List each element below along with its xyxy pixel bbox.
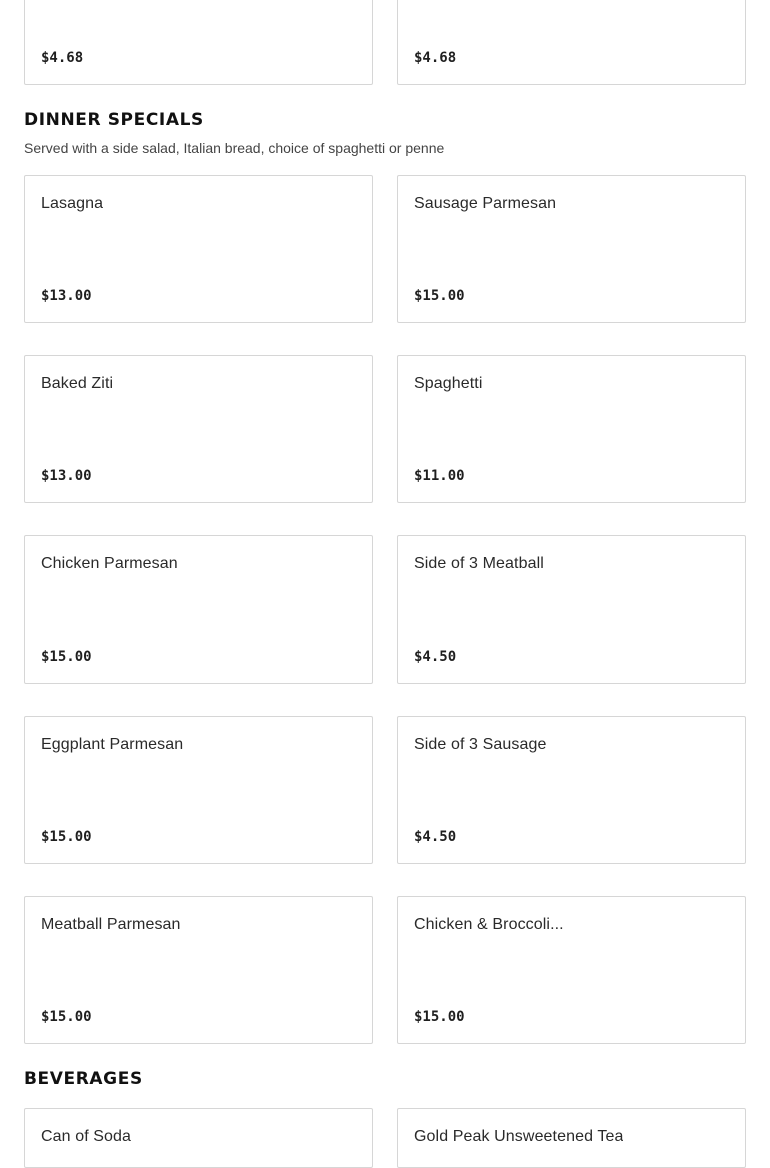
menu-item-card[interactable] [24,535,373,684]
menu-item-card[interactable] [24,896,373,1044]
menu-item-price: $15.00 [41,1009,92,1025]
menu-item-name: Eggplant Parmesan [41,736,184,753]
section-title-dinner-specials: DINNER SPECIALS [24,110,204,130]
menu-item-price: $15.00 [41,829,92,845]
menu-item-card[interactable] [397,0,746,85]
menu-item-card[interactable] [397,535,746,684]
menu-item-price: $4.50 [414,829,457,845]
menu-item-card[interactable] [24,355,373,503]
menu-item-card[interactable] [24,716,373,864]
menu-item-price: $11.00 [414,468,465,484]
menu-item-price: $15.00 [41,649,92,665]
menu-item-name: Spaghetti [414,375,483,392]
section-title-beverages: BEVERAGES [24,1069,143,1089]
menu-item-name: Side of 3 Meatball [414,555,544,572]
menu-item-name: Baked Ziti [41,375,114,392]
menu-item-price: $15.00 [414,288,465,304]
menu-item-name: Lasagna [41,195,104,212]
menu-item-card[interactable] [397,175,746,323]
menu-item-card[interactable] [397,355,746,503]
menu-item-card[interactable] [397,896,746,1044]
menu-item-price: $13.00 [41,288,92,304]
menu-item-price: $4.68 [414,50,457,66]
menu-item-card[interactable] [397,716,746,864]
menu-item-name: Sausage Parmesan [414,195,557,212]
menu-item-name: Gold Peak Unsweetened Tea [414,1128,624,1145]
menu-item-price: $4.68 [41,50,84,66]
menu-item-price: $4.50 [414,649,457,665]
menu-item-name: Can of Soda [41,1128,132,1145]
menu-item-card[interactable] [24,175,373,323]
menu-item-card[interactable] [24,1108,373,1168]
menu-item-name: Meatball Parmesan [41,916,181,933]
menu-item-name: Side of 3 Sausage [414,736,547,753]
section-description: Served with a side salad, Italian bread, choice of spaghetti or penne [24,140,445,156]
menu-item-price: $15.00 [414,1009,465,1025]
menu-item-card[interactable] [24,0,373,85]
menu-item-name: Chicken Parmesan [41,555,178,572]
menu-item-card[interactable] [397,1108,746,1168]
menu-item-price: $13.00 [41,468,92,484]
menu-item-name: Chicken & Broccoli... [414,916,564,933]
